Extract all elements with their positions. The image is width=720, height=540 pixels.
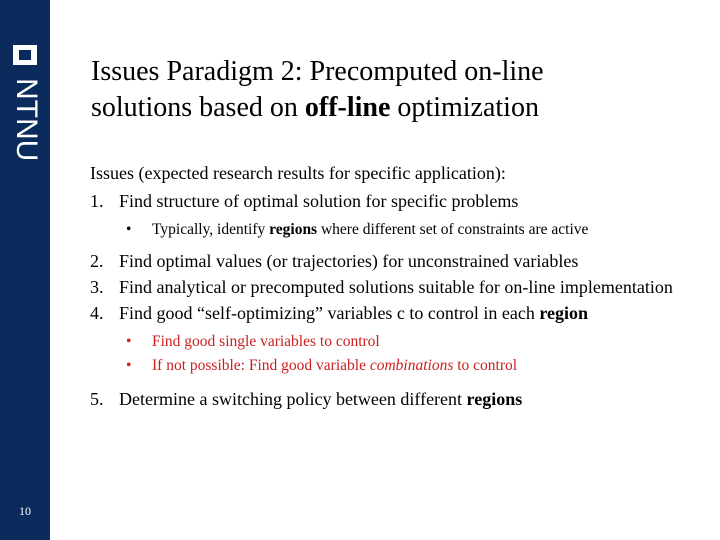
item-text: Find analytical or precomputed solutions suitable for on-line implementation xyxy=(119,277,673,297)
list-item-3 xyxy=(90,274,700,300)
item-number: 5. xyxy=(90,389,104,409)
title-text: optimization xyxy=(390,92,539,123)
item-text xyxy=(119,386,700,412)
bullet-icon: • xyxy=(126,357,132,374)
slide-content xyxy=(90,160,700,412)
sub-bullet xyxy=(90,330,700,354)
item-number: 3. xyxy=(90,277,104,297)
list-item-2 xyxy=(90,248,700,274)
sub-text-part: Typically, identify xyxy=(152,221,270,238)
sub-text-part: where different set of constraints are active xyxy=(317,221,589,238)
item-text-bold: region xyxy=(539,303,589,323)
item-text-part: Find good “self-optimizing” variables c to control in each xyxy=(119,303,540,323)
item-number: 4. xyxy=(90,303,104,323)
item-text-part: Determine a switching policy between different xyxy=(119,389,467,409)
item-text xyxy=(119,300,700,326)
intro-text: Issues (expected research results for specific application): xyxy=(90,163,506,183)
bullet-icon: • xyxy=(126,221,132,238)
slide-title xyxy=(91,54,691,126)
sub-text: Find good single variables to control xyxy=(152,333,380,350)
bullet-icon: • xyxy=(126,333,132,350)
item-number: 1. xyxy=(90,191,104,211)
item-text-bold: regions xyxy=(466,389,523,409)
item-text: Find structure of optimal solution for specific problems xyxy=(119,191,519,211)
sub-bullet-group xyxy=(90,330,700,378)
item-text: Find optimal values (or trajectories) for unconstrained variables xyxy=(119,251,579,271)
item-number: 2. xyxy=(90,251,104,271)
svg-text:NTNU: NTNU xyxy=(10,78,44,162)
sub-bullet xyxy=(90,218,700,242)
sub-text-bold: regions xyxy=(269,221,318,238)
sub-text xyxy=(152,354,517,378)
sidebar xyxy=(0,0,50,540)
ntnu-logo xyxy=(0,40,50,180)
page-number: 10 xyxy=(19,504,31,518)
title-line-1: Issues Paradigm 2: Precomputed on-line xyxy=(91,56,544,87)
title-bold: off-line xyxy=(304,92,391,123)
title-text: solutions based on xyxy=(91,92,305,123)
title-line-2 xyxy=(91,90,691,126)
list-item-1 xyxy=(90,188,700,214)
sub-text xyxy=(152,218,588,242)
list-item-4 xyxy=(90,300,700,326)
sub-bullet xyxy=(90,354,700,378)
sub-text-part: If not possible: Find good variable xyxy=(152,357,370,374)
sub-text-italic: combinations xyxy=(369,357,454,374)
list-item-5 xyxy=(90,386,700,412)
sub-text-part: to control xyxy=(453,357,518,374)
